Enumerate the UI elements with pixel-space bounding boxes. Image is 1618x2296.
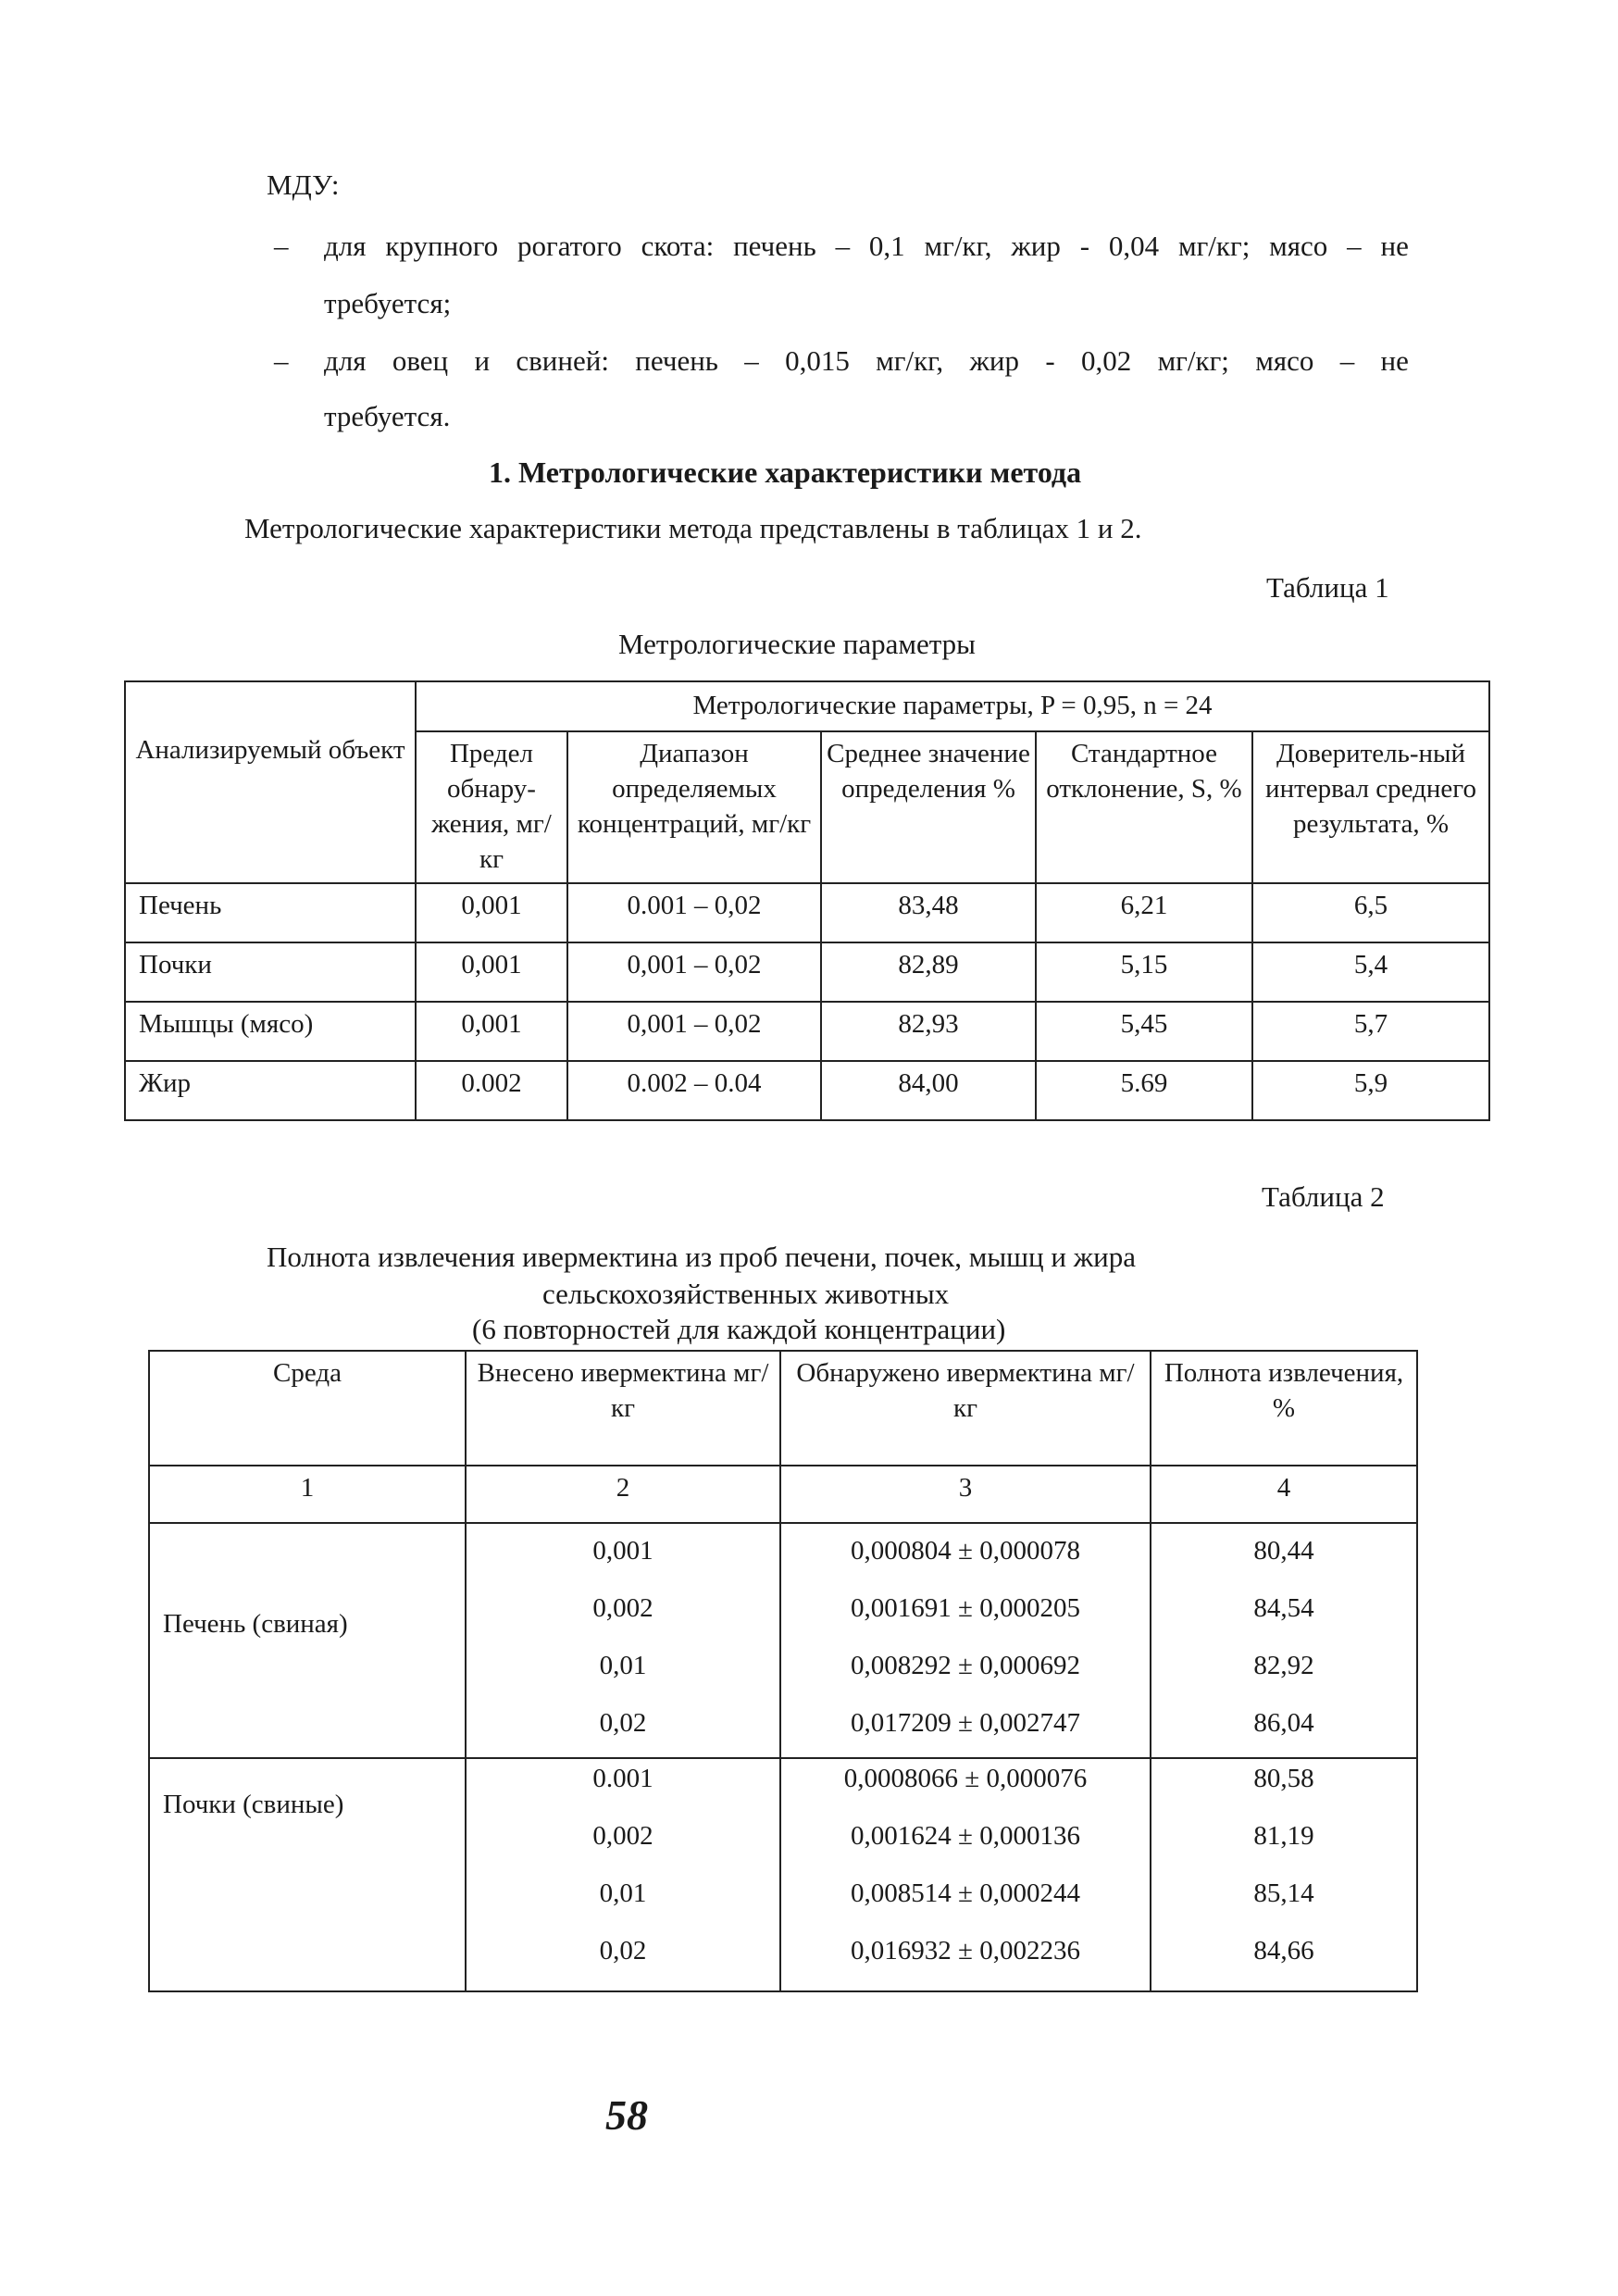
table2-value: 0,02 [599,1708,647,1738]
table2-value: 0,008514 ± 0,000244 [851,1878,1080,1908]
table2-value: 0,001691 ± 0,000205 [851,1593,1080,1623]
bullet-word: рогатого [517,230,622,262]
table1-cell-sd: 5,45 [1036,1002,1252,1061]
table2-caption-line3: (6 повторностей для каждой концентрации) [472,1313,1006,1345]
table-row [149,1758,1417,1991]
bullet-word: крупного [385,230,499,262]
table1-cell-range: 0,001 – 0,02 [567,1002,821,1061]
table2-added-kidney [466,1758,780,1991]
table2-value: 84,54 [1253,1593,1314,1623]
table2-value: 0,016932 ± 0,002236 [851,1936,1080,1965]
bullet-word: и [474,344,491,377]
table1-cell-limit: 0.002 [416,1061,567,1120]
table1-col-header: Среднее значение определения % [821,731,1036,883]
bullet-word: жир [1011,230,1061,262]
table2-value: 0.001 [592,1764,653,1793]
bullet-word: свиней: [516,344,609,377]
table-row [125,883,1489,942]
table2-value: 0,000804 ± 0,000078 [851,1536,1080,1566]
table2-value: 81,19 [1253,1821,1314,1851]
table2-value: 0,008292 ± 0,000692 [851,1651,1080,1680]
table2-caption-line1: Полнота извлечения ивермектина из проб печени, почек, мышц и жира [267,1241,1136,1273]
table2-value: 0,02 [599,1936,647,1965]
table1 [124,680,1490,1121]
table1-cell-mean: 82,93 [821,1002,1036,1061]
table2-medium-liver: Печень (свиная) [149,1523,466,1758]
table1-cell-mean: 82,89 [821,942,1036,1002]
table1-cell-sd: 5.69 [1036,1061,1252,1120]
bullet-word: печень [635,344,718,377]
table1-cell-range: 0,001 – 0,02 [567,942,821,1002]
bullet-word: мясо [1269,230,1328,262]
table2-found-liver [780,1523,1151,1758]
table2-recovery-kidney [1151,1758,1417,1991]
table1-cell-mean: 84,00 [821,1061,1036,1120]
table2-caption-line2: сельскохозяйственных животных [542,1278,950,1310]
bullet-dash-icon: – [274,344,289,377]
table-row [125,942,1489,1002]
table-row [125,1002,1489,1061]
table1-col-header: Предел обнару-жения, мг/кг [416,731,567,883]
table2-value: 86,04 [1253,1708,1314,1738]
table-row [125,1061,1489,1120]
bullet-word: для [324,344,367,377]
bullet-word: – [744,344,759,377]
table2-value: 80,44 [1253,1536,1314,1566]
table2-value: 80,58 [1253,1764,1314,1793]
table2-value: 0,001624 ± 0,000136 [851,1821,1080,1851]
page-number: 58 [605,2091,648,2139]
mdu-bullet-cattle-line2: требуется; [324,287,452,319]
table2-col-header: Полнота извлечения, % [1151,1351,1417,1466]
bullet-word: 0,015 [785,344,850,377]
table2-added-liver [466,1523,780,1758]
table2-value: 0,01 [599,1878,647,1908]
table1-cell-object: Почки [125,942,416,1002]
table2-col-header: Среда [149,1351,466,1466]
table2-medium-kidney: Почки (свиные) [149,1758,466,1991]
bullet-word: не [1380,230,1409,262]
table-row [149,1523,1417,1758]
table2-col-header: Внесено ивермектина мг/кг [466,1351,780,1466]
table2-value: 82,92 [1253,1651,1314,1680]
mdu-title: МДУ: [267,168,340,201]
table1-cell-ci: 5,9 [1252,1061,1489,1120]
bullet-word: 0,02 [1080,344,1132,377]
bullet-word: овец [392,344,449,377]
bullet-word: 0,1 [868,230,905,262]
table2-col-number: 1 [149,1466,466,1523]
bullet-word: печень [733,230,816,262]
table2-value: 0,002 [592,1821,653,1851]
bullet-word: скота: [641,230,715,262]
bullet-word: мясо [1255,344,1314,377]
table1-cell-limit: 0,001 [416,883,567,942]
table1-cell-object: Печень [125,883,416,942]
mdu-bullet-sheep-pigs-line1 [324,344,1409,378]
table1-cell-sd: 5,15 [1036,942,1252,1002]
table2-col-number: 2 [466,1466,780,1523]
table2-value: 0,01 [599,1651,647,1680]
bullet-word: – [1339,344,1355,377]
table1-cell-object: Жир [125,1061,416,1120]
table1-group-header: Метрологические параметры, P = 0,95, n = 24 [416,681,1489,731]
table1-col-header: Стандартное отклонение, S, % [1036,731,1252,883]
table1-cell-object: Мышцы (мясо) [125,1002,416,1061]
table1-cell-ci: 6,5 [1252,883,1489,942]
table2-col-number: 3 [780,1466,1151,1523]
table2-col-header: Обнаружено ивермектина мг/кг [780,1351,1151,1466]
bullet-word: для [324,230,367,262]
table2-found-kidney [780,1758,1151,1991]
table1-cell-sd: 6,21 [1036,883,1252,942]
table2-value: 85,14 [1253,1878,1314,1908]
mdu-bullet-cattle-line1 [324,230,1409,263]
bullet-word: – [1347,230,1362,262]
bullet-word: – [835,230,851,262]
bullet-word: жир [969,344,1019,377]
bullet-word: мг/кг, [924,230,992,262]
bullet-word: мг/кг; [1177,230,1251,262]
table2-col-number: 4 [1151,1466,1417,1523]
table1-label: Таблица 1 [1266,571,1389,604]
table2-recovery-liver [1151,1523,1417,1758]
table2-value: 0,002 [592,1593,653,1623]
table1-object-header: Анализируемый объект [125,681,416,883]
bullet-word: - [1045,344,1055,377]
bullet-word: мг/кг, [876,344,944,377]
table1-cell-ci: 5,4 [1252,942,1489,1002]
table1-cell-range: 0.001 – 0,02 [567,883,821,942]
bullet-word: мг/кг; [1157,344,1229,377]
bullet-word: не [1380,344,1409,377]
table2-value: 0,0008066 ± 0,000076 [843,1764,1088,1793]
mdu-bullet-sheep-pigs-line2: требуется. [324,400,451,432]
table2-label: Таблица 2 [1262,1180,1385,1213]
table2 [148,1350,1418,1992]
table1-cell-ci: 5,7 [1252,1002,1489,1061]
table1-cell-limit: 0,001 [416,942,567,1002]
bullet-word: 0,04 [1108,230,1160,262]
table1-col-header: Диапазон определяемых концентраций, мг/кг [567,731,821,883]
table1-caption: Метрологические параметры [618,628,976,660]
table2-value: 0,001 [592,1536,653,1566]
table1-cell-range: 0.002 – 0.04 [567,1061,821,1120]
table2-value: 0,017209 ± 0,002747 [851,1708,1080,1738]
section-heading: 1. Метрологические характеристики метода [489,455,1082,489]
bullet-word: - [1079,230,1090,262]
section-intro: Метрологические характеристики метода представлены в таблицах 1 и 2. [244,512,1142,544]
table1-cell-mean: 83,48 [821,883,1036,942]
table1-cell-limit: 0,001 [416,1002,567,1061]
bullet-dash-icon: – [274,230,289,262]
table1-col-header: Доверитель-ный интервал среднего результата, % [1252,731,1489,883]
table2-value: 84,66 [1253,1936,1314,1965]
